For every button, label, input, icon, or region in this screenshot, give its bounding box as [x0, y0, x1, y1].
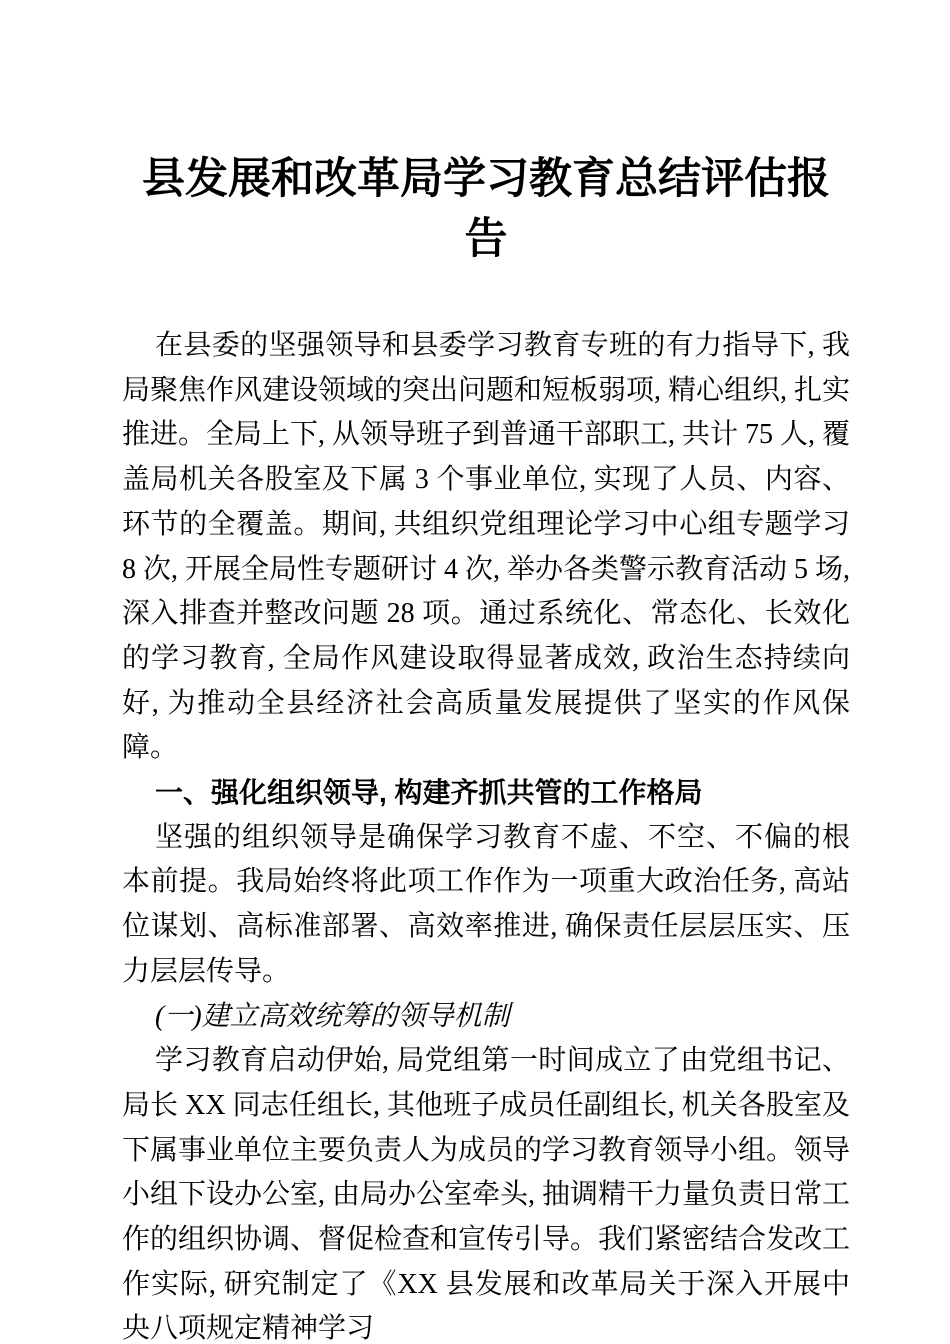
subsection-heading-1-1: (一)建立高效统筹的领导机制	[155, 1000, 510, 1032]
paragraph-subsection-1-1: 学习教育启动伊始, 局党组第一时间成立了由党组书记、局长 XX 同志任组长, 其他班子成员任副组长, 机关各股室及下属事业单位主要负责人为成员的学习教育领导小组。领导小组下设办公室, 由局办公室牵头, 抽调精干力量负责日常工作的组织协调、督促检查和宣传引导。我们紧密结合发改工作实际, 研究制定了《XX 县发展和改革局关于深入开展中央八项规定精神学习	[122, 1045, 851, 1344]
section-heading-1: 一、强化组织领导, 构建齐抓共管的工作格局	[155, 777, 703, 809]
doc-body	[122, 324, 850, 1344]
paragraph-intro: 在县委的坚强领导和县委学习教育专班的有力指导下, 我局聚焦作风建设领域的突出问题和短板弱项, 精心组织, 扎实推进。全局上下, 从领导班子到普通干部职工, 共计 75 人, 覆盖局机关各股室及下属 3 个事业单位, 实现了人员、内容、环节的全覆盖。期间, 共组织党组理论学习中心组专题学习 8 次, 开展全局性专题研讨 4 次, 举办各类警示教育活动 5 场, 深入排查并整改问题 28 项。通过系统化、常态化、长效化的学习教育, 全局作风建设取得显著成效, 政治生态持续向好, 为推动全县经济社会高质量发展提供了坚实的作风保障。	[122, 330, 851, 764]
paragraph-section-1-lead: 坚强的组织领导是确保学习教育不虚、不空、不偏的根本前提。我局始终将此项工作作为一项重大政治任务, 高站位谋划、高标准部署、高效率推进, 确保责任层层压实、压力层层传导。	[122, 821, 850, 987]
doc-title: 县发展和改革局学习教育总结评估报告	[142, 156, 830, 263]
